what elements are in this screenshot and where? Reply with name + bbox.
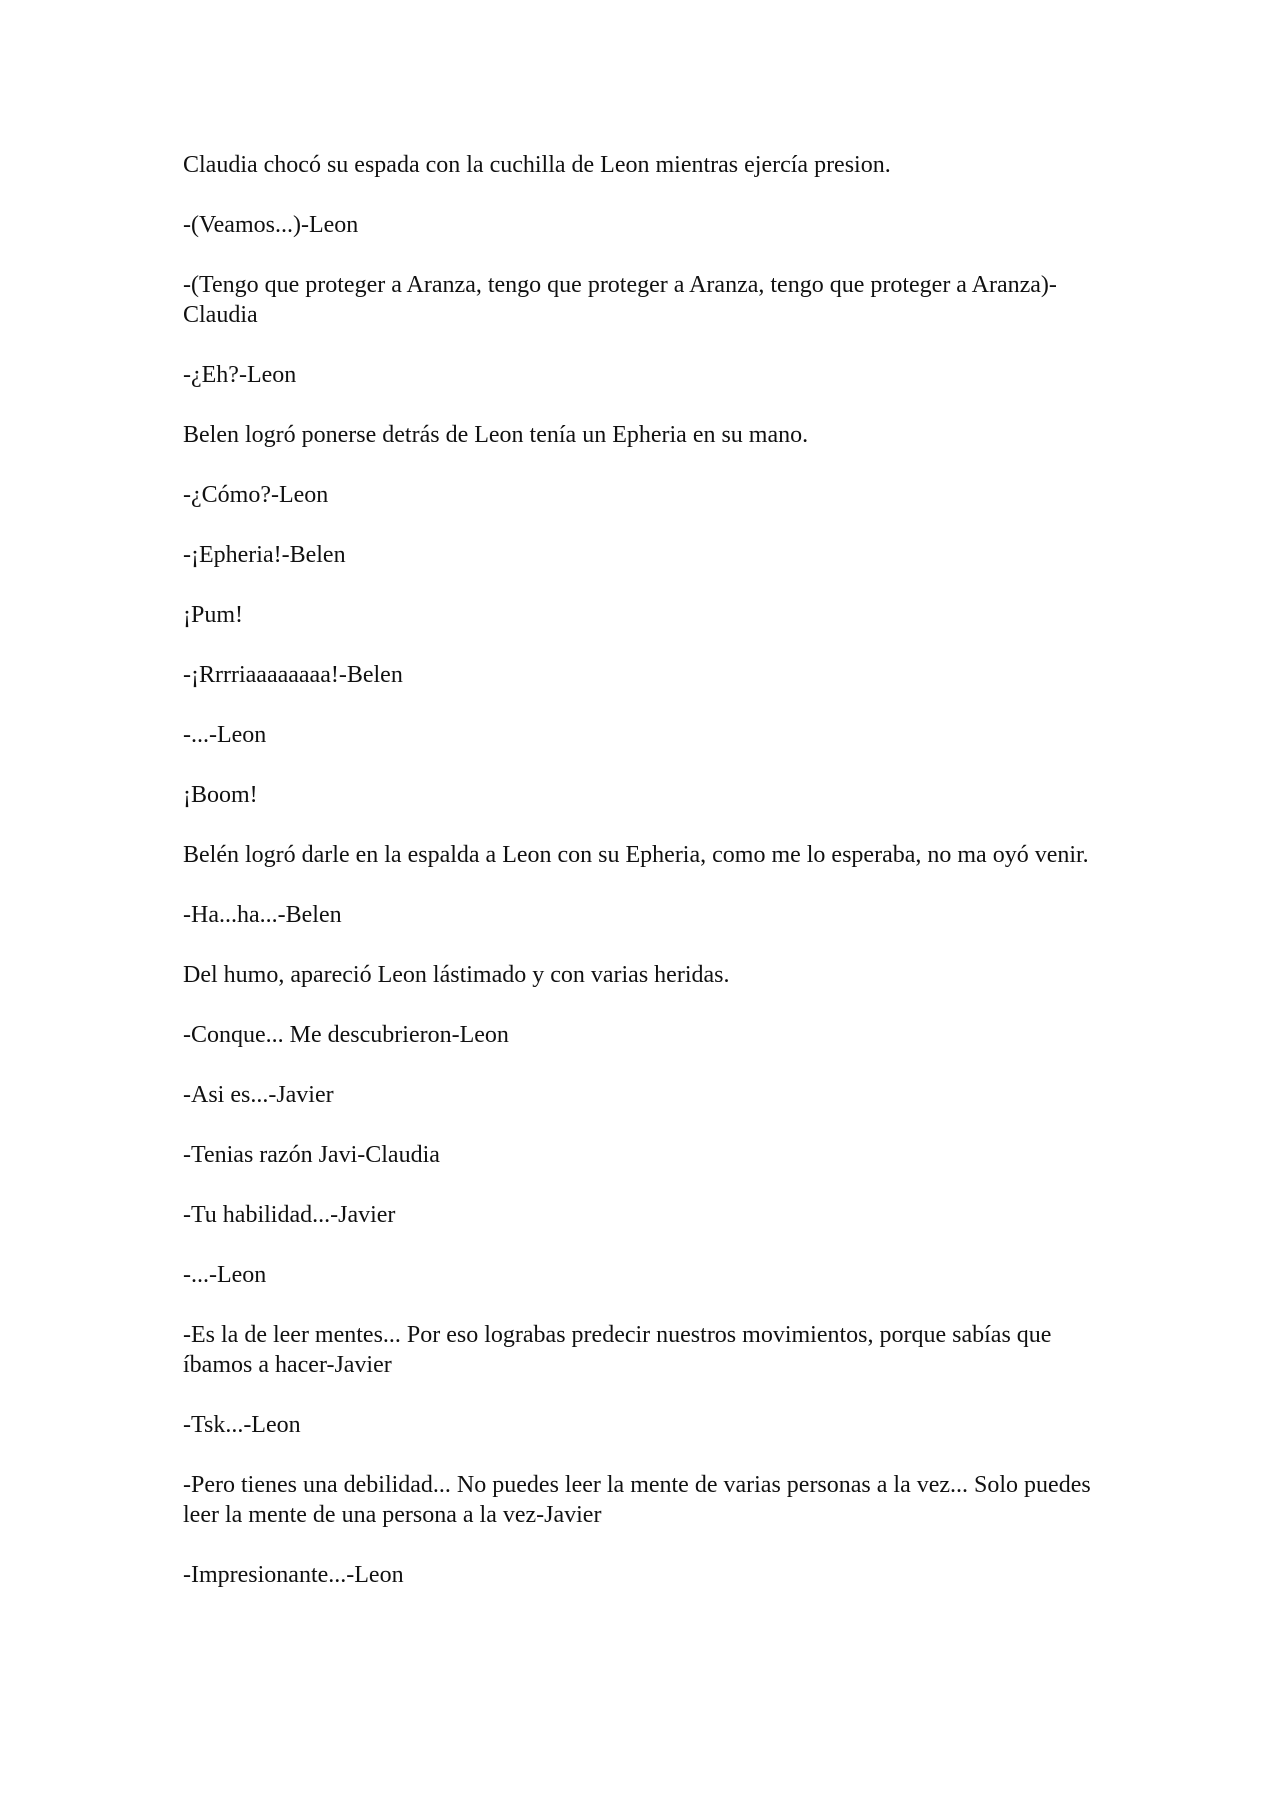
paragraph: ¡Pum! [183, 602, 243, 628]
paragraph: -Asi es...-Javier [183, 1082, 334, 1108]
paragraph: -Es la de leer mentes... Por eso lograbas predecir nuestros movimientos, porque sabías que íbamos a hacer-Javier [183, 1322, 1052, 1378]
paragraph: -Impresionante...-Leon [183, 1562, 404, 1588]
paragraph: Belen logró ponerse detrás de Leon tenía un Epheria en su mano. [183, 422, 809, 448]
paragraph: -Conque... Me descubrieron-Leon [183, 1022, 509, 1048]
paragraph: -...-Leon [183, 722, 267, 748]
paragraph: -Pero tienes una debilidad... No puedes leer la mente de varias personas a la vez... Solo puedes leer la mente de una persona a la vez-Javier [183, 1472, 1091, 1528]
paragraph: -Tsk...-Leon [183, 1412, 301, 1438]
paragraph: -Tenias razón Javi-Claudia [183, 1142, 440, 1168]
paragraph: -Ha...ha...-Belen [183, 902, 342, 928]
paragraph: Belén logró darle en la espalda a Leon con su Epheria, como me lo esperaba, no ma oyó venir. [183, 842, 1089, 868]
paragraph: -...-Leon [183, 1262, 267, 1288]
paragraph: -Tu habilidad...-Javier [183, 1202, 396, 1228]
paragraph: ¡Boom! [183, 782, 258, 808]
document-body [183, 150, 1103, 1620]
paragraph: -¡Rrrriaaaaaaaa!-Belen [183, 662, 403, 688]
paragraph: -¿Cómo?-Leon [183, 482, 329, 508]
paragraph: -(Tengo que proteger a Aranza, tengo que proteger a Aranza, tengo que proteger a Aranza)-Claudia [183, 272, 1057, 328]
paragraph: Claudia chocó su espada con la cuchilla de Leon mientras ejercía presion. [183, 152, 891, 178]
paragraph: -(Veamos...)-Leon [183, 212, 359, 238]
paragraph: Del humo, apareció Leon lástimado y con varias heridas. [183, 962, 730, 988]
paragraph: -¡Epheria!-Belen [183, 542, 346, 568]
paragraph: -¿Eh?-Leon [183, 362, 297, 388]
